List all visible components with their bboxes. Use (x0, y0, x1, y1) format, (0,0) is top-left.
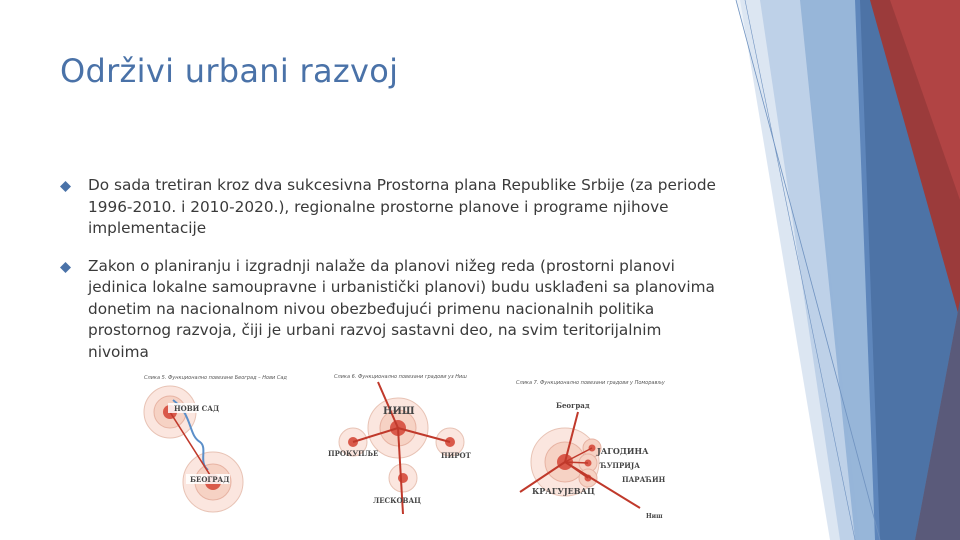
bullet-list (60, 175, 720, 379)
city-label: БЕОГРАД (190, 475, 230, 484)
city-label: Београд (556, 401, 590, 410)
diamond-bullet-icon (60, 181, 71, 192)
diagram-caption: Слика 5. Функционално повезане Београд – Нови Сад (144, 375, 287, 381)
bullet-text: Do sada tretiran kroz dva sukcesivna Prostorna plana Republike Srbije (za periode 1996-2010. i 2010-2020.), regionalne prostorne planove i programe njihove implementacije (88, 176, 716, 237)
city-label: ЈАГОДИНА (597, 446, 649, 456)
city-label: Ниш (646, 513, 663, 520)
diagram-caption: Слика 7. Функционално повезани градови у Поморављу (516, 380, 665, 386)
slide-title: Održivi urbani razvoj (60, 52, 399, 90)
city-label: ПАРАЋИН (622, 475, 666, 484)
bullet-text: Zakon o planiranju i izgradnji nalaže da planovi nižeg reda (prostorni planovi jedinica lokalne samoupravne i urbanistički planovi) budu usklađeni sa planovima donetim na nacionalnom nivou obezbeđujući primenu nacionalnih politika prostornog razvoja, čiji je urbani razvoj sastavni deo, na svim teritorijalnim nivoima (88, 256, 715, 361)
city-label: ЛЕСКОВАЦ (373, 496, 421, 505)
city-label: НОВИ САД (174, 404, 220, 413)
city-label: ПИРОТ (441, 451, 471, 460)
city-label: НИШ (383, 406, 415, 417)
bullet-item (60, 256, 720, 364)
bullet-item (60, 175, 720, 240)
diagram-caption: Слика 6. Функционално повезани градови уз Ниш (334, 374, 467, 380)
diagram-belgrade-novi-sad (138, 370, 287, 520)
diagram-nis (328, 370, 478, 520)
diagram-pomoravlje (510, 370, 695, 522)
city-label: ПРОКУПЉЕ (328, 449, 379, 458)
city-label: КРАГУЈЕВАЦ (532, 486, 595, 496)
city-label: ЋУПРИЈА (600, 461, 640, 470)
diamond-bullet-icon (60, 262, 71, 273)
decorative-facets (720, 0, 960, 540)
